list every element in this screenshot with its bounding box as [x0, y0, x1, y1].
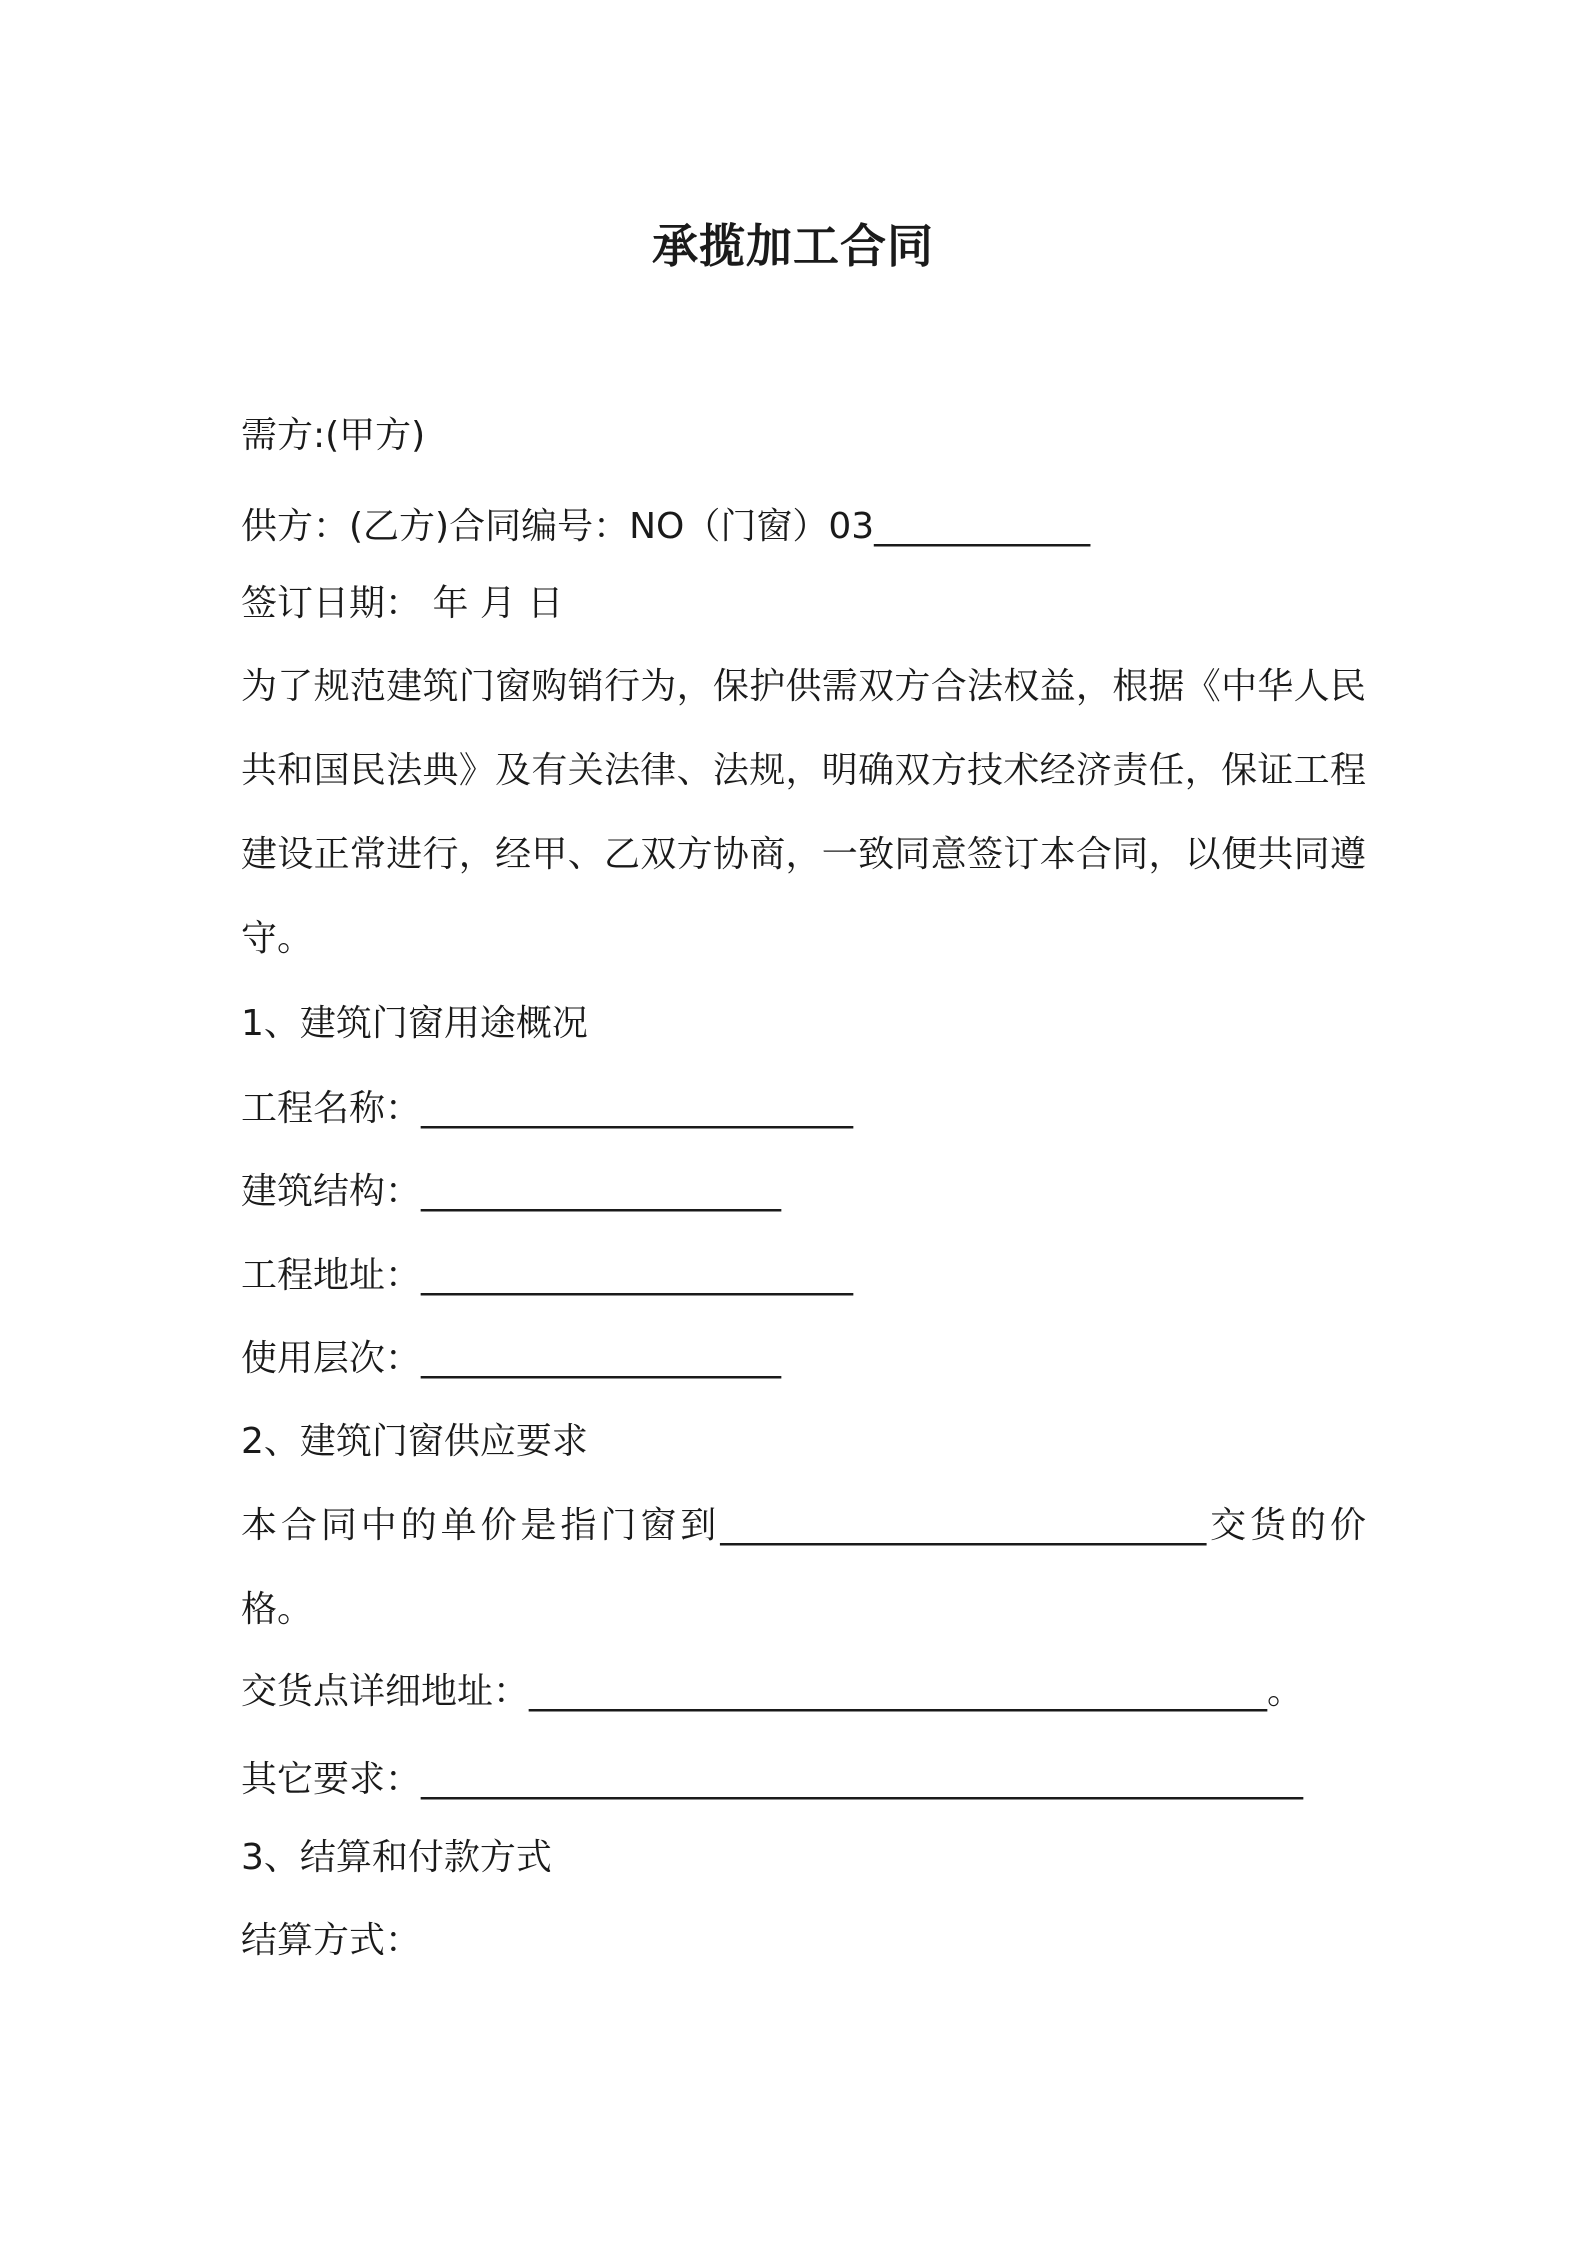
settlement-method-line: 结算方式： [241, 1920, 422, 1961]
section-2-heading: 2、建筑门窗供应要求 [241, 1421, 588, 1462]
buyer-line: 需方:(甲方) [241, 415, 426, 456]
project-address-line: 工程地址：________________________ [241, 1255, 854, 1296]
delivery-address-line: 交货点详细地址：_________________________________________。 [241, 1671, 1304, 1712]
floors-line: 使用层次：____________________ [241, 1338, 782, 1379]
supplier-contract-number-line: 供方：(乙方)合同编号：NO（门窗）03____________ [241, 506, 1091, 547]
section-3-heading: 3、结算和付款方式 [241, 1837, 552, 1878]
other-requirements-line: 其它要求：_________________________________________________ [241, 1759, 1304, 1800]
document-title: 承揽加工合同 [652, 219, 934, 273]
unit-price-clause: 本合同中的单价是指门窗到___________________________交货的价格。 [241, 1505, 1366, 1630]
sign-date-line: 签订日期： 年 月 日 [241, 583, 564, 624]
section-1-heading: 1、建筑门窗用途概况 [241, 1003, 588, 1044]
intro-paragraph: 为了规范建筑门窗购销行为，保护供需双方合法权益，根据《中华人民共和国民法典》及有关法律、法规，明确双方技术经济责任，保证工程建设正常进行，经甲、乙双方协商，一致同意签订本合同，以便共同遵守。 [241, 666, 1366, 959]
project-name-line: 工程名称：________________________ [241, 1088, 854, 1129]
building-structure-line: 建筑结构：____________________ [241, 1171, 782, 1212]
